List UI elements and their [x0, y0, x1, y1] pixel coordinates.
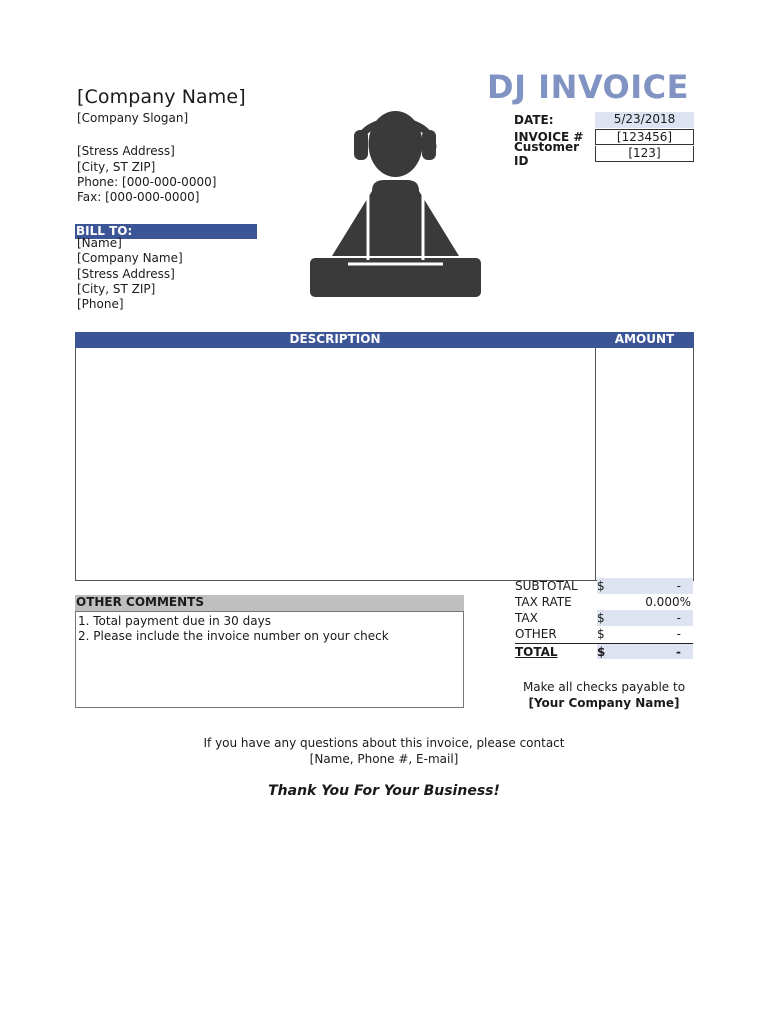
date-row — [514, 111, 694, 128]
other-currency: $ — [597, 627, 605, 641]
total-label: TOTAL — [515, 645, 558, 659]
amount-column-header: AMOUNT — [614, 332, 675, 346]
description-column-header: DESCRIPTION — [289, 332, 381, 346]
bill-to-phone: [Phone] — [77, 297, 124, 312]
payable-note — [515, 679, 693, 711]
invoice-meta — [514, 111, 694, 168]
company-info — [77, 111, 216, 205]
payable-company-name: [Your Company Name] — [528, 696, 680, 710]
invoice-title: DJ INVOICE — [487, 68, 689, 106]
bill-to-address: [Stress Address] — [77, 266, 175, 281]
company-city: [City, ST ZIP] — [77, 159, 156, 174]
tax-label: TAX — [515, 611, 538, 625]
company-address: [Stress Address] — [77, 144, 175, 159]
bill-to-city: [City, ST ZIP] — [77, 281, 156, 296]
comment-line: 1. Total payment due in 30 days — [78, 614, 271, 628]
totals-block — [515, 578, 693, 659]
invoice-number-value[interactable]: [123456] — [595, 129, 694, 145]
subtotal-label: SUBTOTAL — [515, 579, 578, 593]
tax-row — [515, 610, 693, 626]
company-slogan: [Company Slogan] — [77, 111, 189, 125]
customer-id-label: Customer ID — [514, 139, 580, 168]
thank-you-message: Thank You For Your Business! — [268, 783, 500, 799]
other-row — [515, 626, 693, 642]
total-row — [515, 643, 693, 659]
line-items-header — [75, 332, 694, 348]
payable-line: Make all checks payable to — [522, 680, 686, 694]
subtotal-currency: $ — [597, 578, 611, 594]
other-comments-header: OTHER COMMENTS — [75, 595, 464, 611]
column-divider — [595, 348, 596, 581]
total-value: - — [611, 644, 693, 659]
tax-rate-label: TAX RATE — [515, 595, 572, 609]
contact-detail: [Name, Phone #, E-mail] — [309, 751, 459, 766]
comment-line: 2. Please include the invoice number on your check — [78, 629, 389, 644]
company-phone: Phone: [000-000-0000] — [77, 174, 217, 189]
subtotal-value: - — [611, 578, 693, 594]
company-fax: Fax: [000-000-0000] — [77, 190, 200, 205]
tax-rate-row — [515, 594, 693, 610]
total-currency: $ — [597, 644, 611, 659]
other-value[interactable]: - — [676, 627, 681, 641]
customer-id-value[interactable]: [123] — [595, 146, 694, 162]
tax-value: - — [611, 610, 693, 626]
company-name: [Company Name] — [77, 86, 246, 108]
invoice-number-label: INVOICE # — [514, 129, 584, 144]
other-comments-box[interactable] — [75, 611, 464, 708]
date-value[interactable]: 5/23/2018 — [595, 112, 694, 128]
customer-id-row — [514, 139, 694, 168]
contact-line: If you have any questions about this invoice, please contact — [203, 736, 565, 750]
bill-to-header: BILL TO: — [75, 224, 257, 239]
line-items-table — [75, 332, 694, 581]
subtotal-row — [515, 578, 693, 594]
tax-currency: $ — [597, 610, 611, 626]
tax-rate-value[interactable]: 0.000% — [645, 595, 691, 609]
other-label: OTHER — [515, 627, 557, 641]
bill-to-info — [77, 236, 183, 312]
bill-to-company: [Company Name] — [77, 251, 183, 266]
bill-to-name: [Name] — [77, 236, 122, 250]
contact-note — [0, 736, 768, 767]
dj-headphones-icon — [308, 96, 483, 298]
date-label: DATE: — [514, 112, 554, 127]
